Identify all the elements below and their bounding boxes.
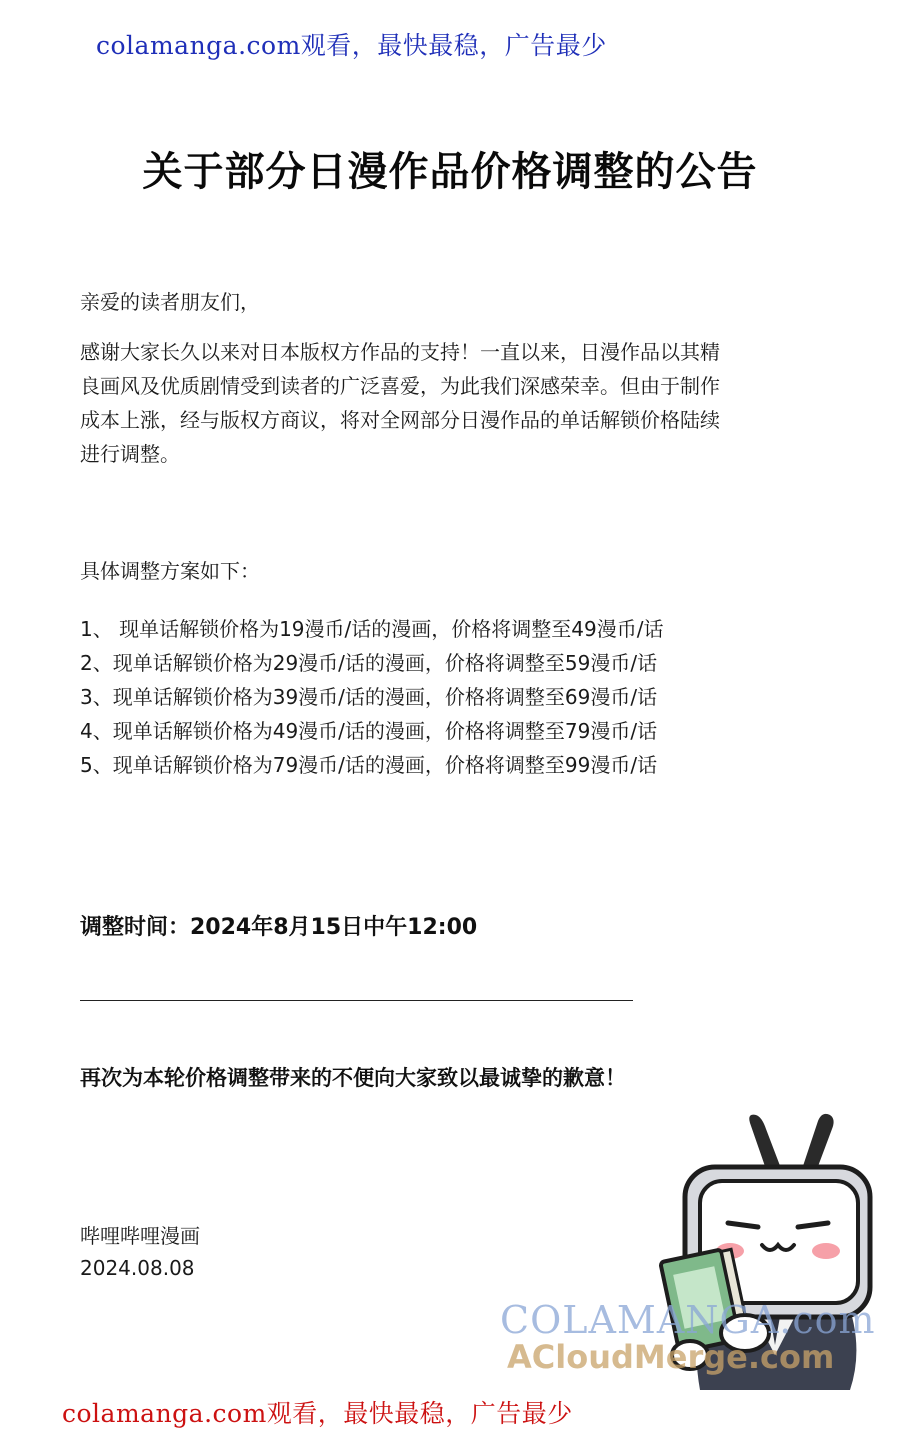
plan-list [80, 612, 663, 782]
adjust-time: 调整时间：2024年8月15日中午12:00 [80, 915, 478, 940]
greeting-text: 亲爱的读者朋友们， [80, 290, 260, 314]
apology-text: 再次为本轮价格调整带来的不便向大家致以最诚挚的歉意！ [80, 1066, 626, 1090]
plan-heading: 具体调整方案如下： [80, 559, 260, 583]
intro-line: 感谢大家长久以来对日本版权方作品的支持！一直以来，日漫作品以其精 [80, 340, 720, 364]
colamanga-logo-watermark: COLAMANGA.com [500, 1298, 876, 1342]
acloudmerge-logo-watermark: ACloudMerge.com [507, 1338, 835, 1376]
plan-item: 1、 现单话解锁价格为19漫币/话的漫画，价格将调整至49漫币/话 [80, 617, 664, 641]
signature: 哔哩哔哩漫画 [80, 1224, 200, 1248]
top-watermark-text: colamanga.com观看，最快最稳，广告最少 [96, 31, 607, 60]
intro-line: 成本上涨，经与版权方商议，将对全网部分日漫作品的单话解锁价格陆续 [80, 408, 720, 432]
plan-item: 5、现单话解锁价格为79漫币/话的漫画，价格将调整至99漫币/话 [80, 753, 658, 777]
signature-date: 2024.08.08 [80, 1256, 195, 1280]
plan-item: 3、现单话解锁价格为39漫币/话的漫画，价格将调整至69漫币/话 [80, 685, 658, 709]
intro-line: 良画风及优质剧情受到读者的广泛喜爱，为此我们深感荣幸。但由于制作 [80, 374, 720, 398]
plan-item: 4、现单话解锁价格为49漫币/话的漫画，价格将调整至79漫币/话 [80, 719, 658, 743]
intro-paragraph [80, 335, 810, 471]
bottom-watermark-text: colamanga.com观看，最快最稳，广告最少 [62, 1399, 573, 1428]
notice-title: 关于部分日漫作品价格调整的公告 [142, 149, 758, 195]
plan-item: 2、现单话解锁价格为29漫币/话的漫画，价格将调整至59漫币/话 [80, 651, 658, 675]
intro-line: 进行调整。 [80, 442, 180, 466]
divider-line [80, 1000, 633, 1001]
